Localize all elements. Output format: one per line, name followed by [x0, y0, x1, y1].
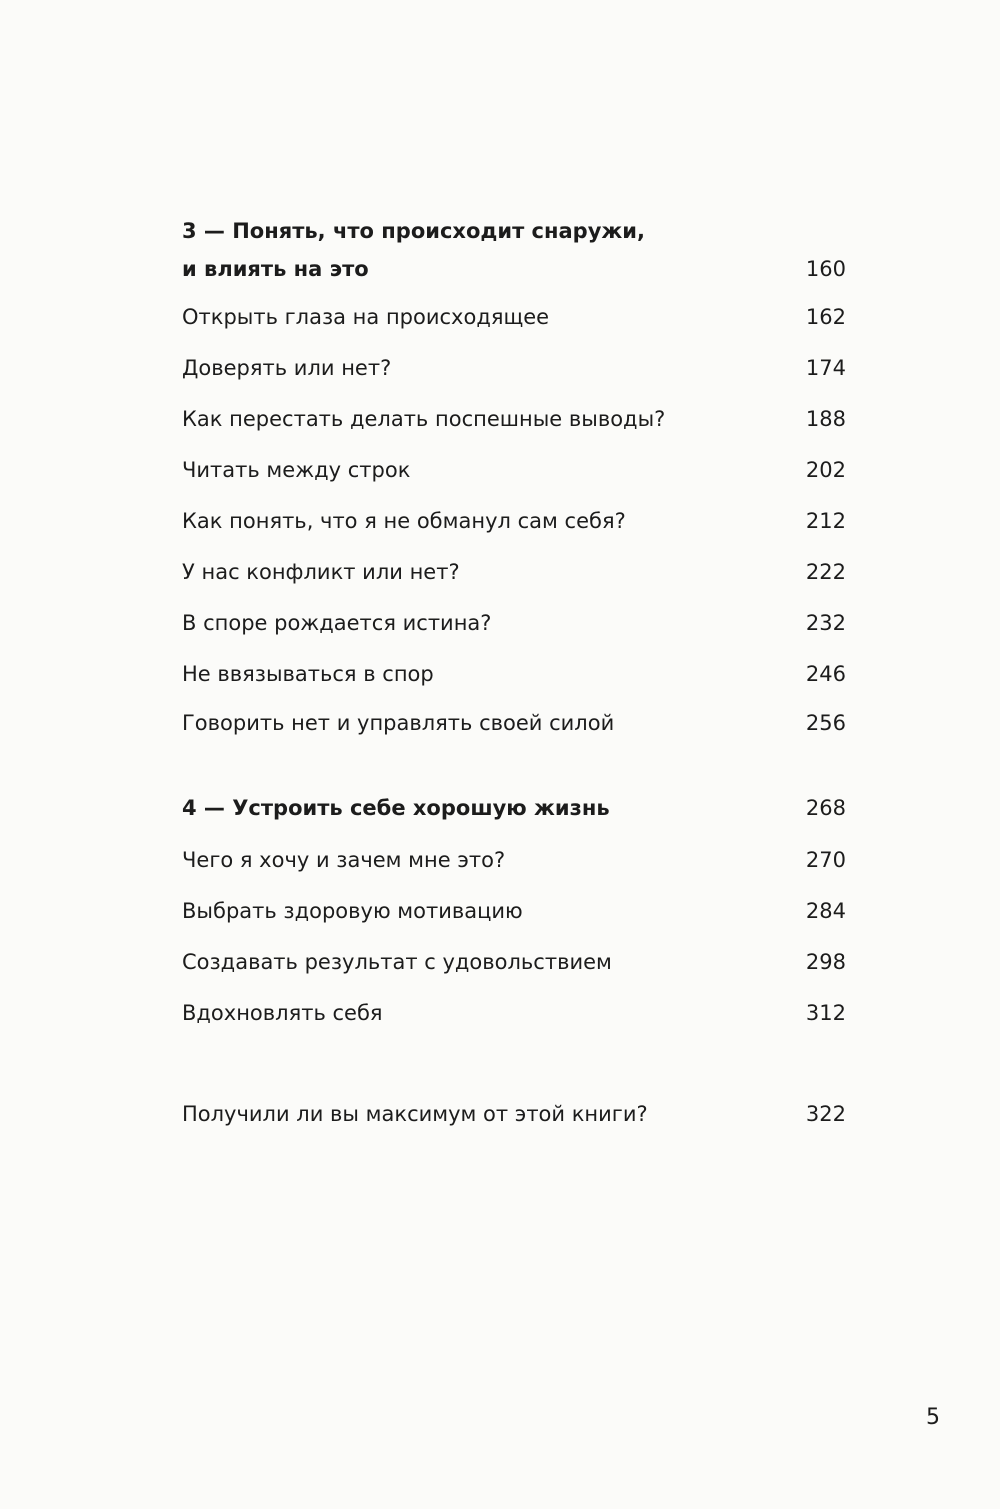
- toc-entry-title: Получили ли вы максимум от этой книги?: [182, 1102, 648, 1126]
- page-number: 5: [926, 1405, 940, 1430]
- toc-entry-page: 312: [805, 1001, 846, 1025]
- toc-entry-title: Вдохновлять себя: [182, 1001, 383, 1025]
- toc-entry-page: 322: [805, 1102, 846, 1126]
- toc-entry: [182, 891, 846, 931]
- toc-entry: [182, 993, 846, 1033]
- toc-entry-title: Создавать результат с удовольствием: [182, 950, 612, 974]
- section-title-line-1: 3 — Понять, что происходит снаружи,: [182, 219, 645, 243]
- toc-entry-title: Читать между строк: [182, 458, 411, 482]
- toc-entry-page: 162: [805, 305, 846, 329]
- section-title-line-2: и влиять на это: [182, 257, 369, 281]
- toc-section-heading: [182, 212, 846, 288]
- toc-entry-title: Как перестать делать поспешные выводы?: [182, 407, 666, 431]
- toc-entry-title: Доверять или нет?: [182, 356, 392, 380]
- toc-entry: [182, 654, 846, 694]
- toc-entry-page: 284: [805, 899, 846, 923]
- toc-entry: [182, 703, 846, 743]
- toc-entry-page: 212: [805, 509, 846, 533]
- toc-entry: [182, 942, 846, 982]
- toc-entry-title: Чего я хочу и зачем мне это?: [182, 848, 506, 872]
- toc-entry: [182, 450, 846, 490]
- toc-entry: [182, 552, 846, 592]
- toc-entry-page: 246: [805, 662, 846, 686]
- toc-entry-page: 188: [805, 407, 846, 431]
- toc-entry: [182, 840, 846, 880]
- toc-entry: [182, 501, 846, 541]
- toc-entry-page: 298: [805, 950, 846, 974]
- toc-entry-title: В споре рождается истина?: [182, 611, 492, 635]
- toc-section-heading: [182, 788, 846, 828]
- section-page-number: 160: [805, 257, 846, 281]
- toc-entry-title: Выбрать здоровую мотивацию: [182, 899, 523, 923]
- toc-entry-page: 174: [805, 356, 846, 380]
- toc-closing-entry: [182, 1094, 846, 1134]
- toc-entry-page: 232: [805, 611, 846, 635]
- toc-entry: [182, 603, 846, 643]
- toc-entry-title: Говорить нет и управлять своей силой: [182, 711, 615, 735]
- section-page-number: 268: [805, 796, 846, 820]
- toc-entry: [182, 348, 846, 388]
- toc-entry-page: 202: [805, 458, 846, 482]
- toc-entry-title: Как понять, что я не обманул сам себя?: [182, 509, 626, 533]
- toc-entry-page: 222: [805, 560, 846, 584]
- toc-entry: [182, 399, 846, 439]
- toc-entry-page: 256: [805, 711, 846, 735]
- toc-entry: [182, 297, 846, 337]
- toc-entry-title: Не ввязываться в спор: [182, 662, 434, 686]
- toc-entry-title: Открыть глаза на происходящее: [182, 305, 550, 329]
- toc-entry-title: У нас конфликт или нет?: [182, 560, 460, 584]
- toc-entry-page: 270: [805, 848, 846, 872]
- section-title: 4 — Устроить себе хорошую жизнь: [182, 796, 610, 820]
